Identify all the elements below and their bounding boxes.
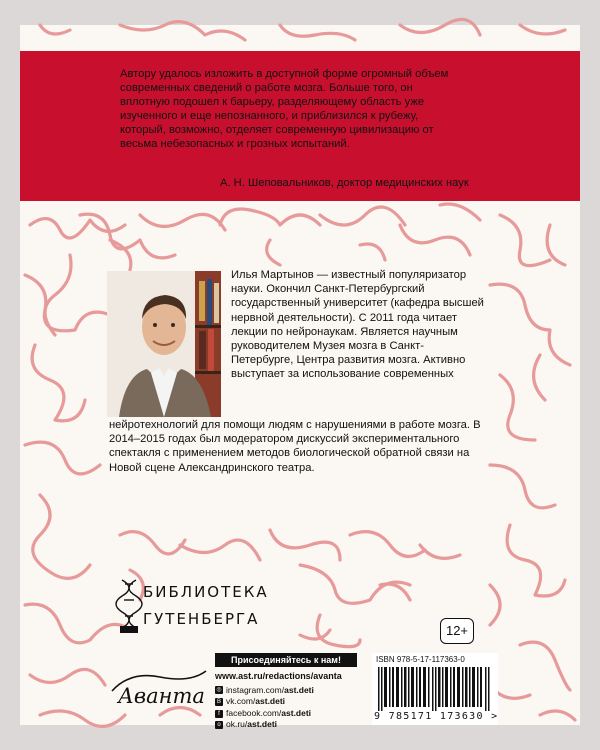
social-link-instagram[interactable] (215, 685, 365, 697)
author-bio-continued: нейротехнологий для помощи людям с нарушениями в работе мозга. В 2014–2015 годах был модератором дискуссий экспериментального спектакля с применением методов биологической обратной связи на Новой сцене Александринского театра. (109, 419, 481, 474)
join-us-label: Присоединяйтесь к нам! (215, 653, 357, 667)
age-rating-badge: 12+ (440, 618, 474, 644)
social-link-handle: ast.deti (281, 707, 312, 718)
social-link-handle: ast.deti (247, 719, 278, 730)
book-back-cover (20, 25, 580, 730)
dna-icon (116, 578, 142, 634)
social-link-facebook[interactable] (215, 708, 365, 720)
barcode-digits: 9 785171 173630 > (374, 711, 499, 722)
social-link-handle: ast.deti (255, 696, 286, 707)
social-link-handle: ast.deti (284, 684, 314, 695)
social-link-ok[interactable] (215, 719, 365, 731)
vk-icon: В (216, 698, 221, 705)
instagram-icon: ◎ (216, 687, 222, 694)
series-logo (116, 578, 276, 634)
social-link-prefix: ok.ru/ (226, 719, 248, 730)
series-title-line1: БИБЛИОТЕКА (143, 583, 269, 601)
publisher-logo (110, 665, 210, 709)
author-bio: Илья Мартынов — известный популяризатор науки. Окончил Санкт-Петербургский государственный университет (кафедра высшей нервной деятельности). С 2011 года читает лекции по нейронаукам. Является научным руководителем Музея мозга в Санкт-Петербурге, Центра развития мозга. Активно выступает за использование современных (231, 269, 484, 381)
isbn-number: ISBN 978-5-17-117363-0 (376, 655, 465, 664)
quote-author: А. Н. Шеповальников, доктор медицинских наук (220, 177, 469, 189)
barcode-bars (378, 667, 492, 711)
publisher-name: Аванта (118, 684, 205, 708)
publisher-website-link[interactable]: www.ast.ru/redactions/avanta (215, 671, 342, 681)
author-photo (107, 271, 221, 417)
facebook-icon: f (215, 710, 223, 718)
barcode-block (372, 653, 498, 725)
series-title-line2: ГУТЕНБЕРГА (143, 610, 260, 628)
social-link-prefix: facebook.com/ (226, 707, 282, 718)
social-links (215, 671, 365, 731)
quote-text: Автору удалось изложить в доступной форме огромный объем современных сведений о работе мозга. Больше того, он вплотную подошел к барьеру, разделяющему область уже изученного и еще непознанного, и приблизился к рубежу, который, возможно, отделяет современную цивилизацию от весьма небезопасных и грозных испытаний. (120, 68, 449, 150)
social-link-vk[interactable] (215, 696, 365, 708)
ok-icon: о (215, 721, 223, 729)
social-link-prefix: instagram.com/ (226, 684, 285, 695)
social-link-prefix: vk.com/ (226, 696, 256, 707)
